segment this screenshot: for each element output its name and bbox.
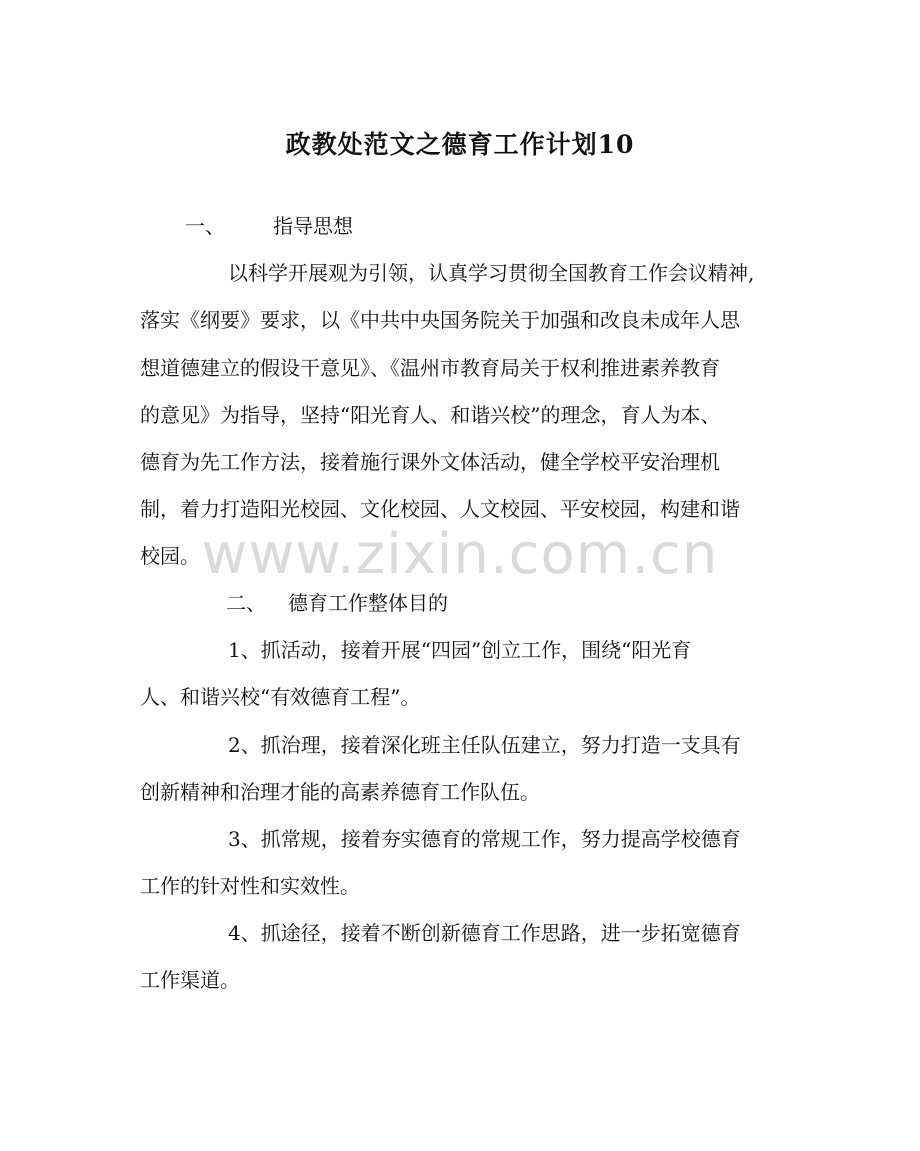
paragraph-line: 落实《纲要》要求，以《中共中央国务院关于加强和改良未成年人思 — [140, 308, 740, 332]
paragraph-line: 以科学开展观为引领，认真学习贯彻全国教育工作会议精神, — [228, 261, 755, 285]
section-1-heading — [185, 212, 353, 240]
list-item-line: 2、抓治理，接着深化班主任队伍建立，努力打造一支具有 — [228, 733, 741, 757]
list-item-line: 1、抓活动，接着开展“四园”创立工作，围绕“阳光育 — [228, 638, 692, 662]
document-title: 政教处范文之德育工作计划10 — [285, 130, 635, 159]
section-2-number: 二、 — [226, 591, 266, 615]
paragraph-line: 想道德建立的假设干意见》、《温州市教育局关于权利推进素养教育 — [140, 356, 720, 380]
list-item-line: 工作渠道。 — [140, 968, 240, 992]
list-item-line: 工作的针对性和实效性。 — [140, 874, 360, 898]
paragraph-line: 的意见》为指导，坚持“阳光育人、和谐兴校”的理念，育人为本、 — [140, 403, 721, 427]
list-item-line: 4、抓途径，接着不断创新德育工作思路，进一步拓宽德育 — [228, 921, 741, 945]
list-item-line: 人、和谐兴校“有效德育工程”。 — [140, 685, 421, 709]
list-item-line: 创新精神和治理才能的高素养德育工作队伍。 — [140, 780, 540, 804]
paragraph-line: 校园。 — [140, 544, 200, 568]
paragraph-line: 制，着力打造阳光校园、文化校园、人文校园、平安校园，构建和谐 — [140, 497, 740, 521]
section-2-heading — [226, 589, 448, 617]
section-1-number: 一、 — [185, 214, 225, 238]
paragraph-line: 德育为先工作方法，接着施行课外文体活动，健全学校平安治理机 — [140, 450, 720, 474]
list-item-line: 3、抓常规，接着夯实德育的常规工作，努力提高学校德育 — [228, 827, 741, 851]
watermark: www.zixin.com.cn — [201, 522, 719, 587]
section-1-title: 指导思想 — [273, 214, 353, 238]
section-2-title: 德育工作整体目的 — [288, 591, 448, 615]
